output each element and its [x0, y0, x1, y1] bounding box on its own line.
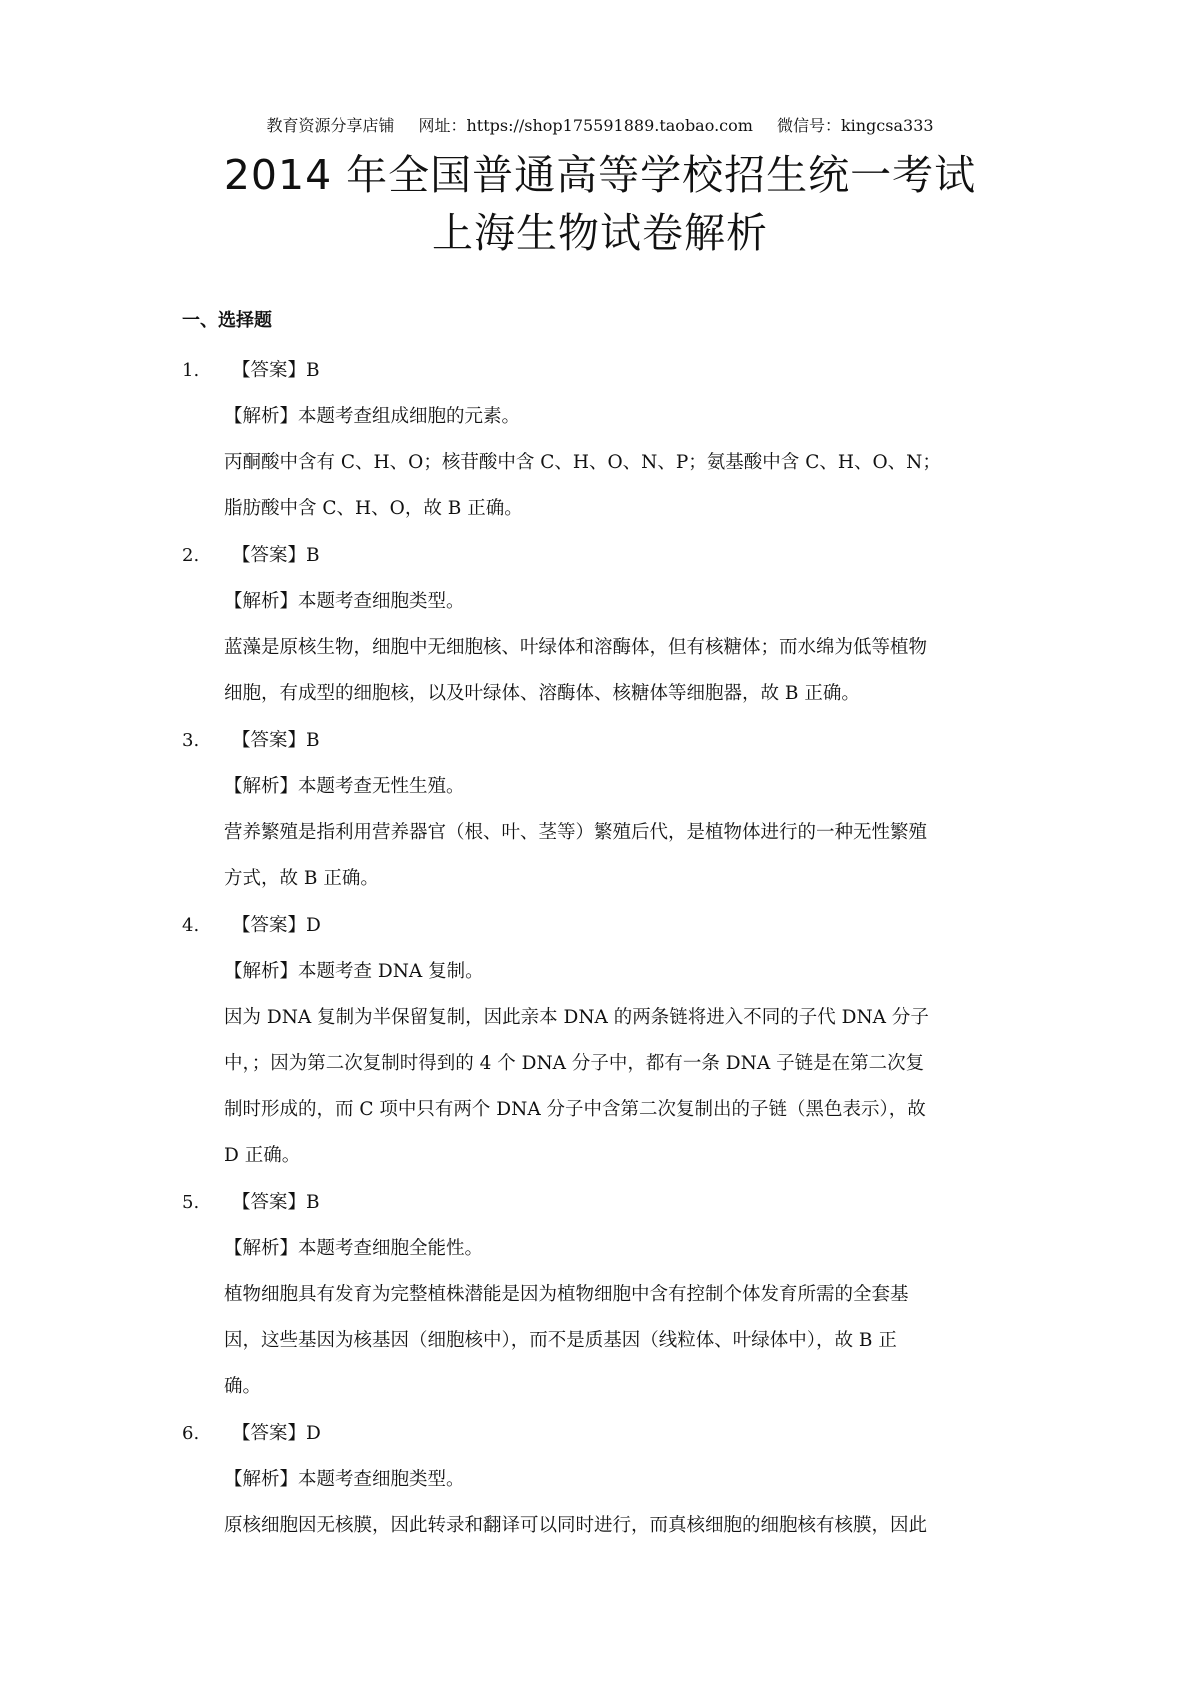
question-4-answer: 【答案】D: [232, 915, 321, 936]
header-wechat: 微信号：kingcsa333: [776, 116, 934, 135]
document-title-line-2: 上海生物试卷解析: [432, 209, 768, 257]
header-shop: 教育资源分享店铺: [266, 116, 395, 135]
question-1-number: 1.: [182, 360, 200, 381]
question-4-number: 4.: [182, 915, 200, 936]
question-3-text-line: 方式，故 B 正确。: [224, 868, 379, 889]
question-1-text-line: 脂肪酸中含 C、H、O，故 B 正确。: [224, 498, 523, 519]
question-6-text-line: 原核细胞因无核膜，因此转录和翻译可以同时进行，而真核细胞的细胞核有核膜，因此: [224, 1515, 928, 1536]
question-3-number: 3.: [182, 730, 200, 751]
question-2-analysis: 【解析】本题考查细胞类型。: [224, 591, 465, 612]
question-5-analysis: 【解析】本题考查细胞全能性。: [224, 1238, 484, 1259]
question-3-analysis: 【解析】本题考查无性生殖。: [224, 776, 465, 797]
question-3-answer: 【答案】B: [232, 730, 320, 751]
question-4-text-line: 中，；因为第二次复制时得到的 4 个 DNA 分子中，都有一条 DNA 子链是在第二次复: [224, 1053, 925, 1074]
question-3-text-line: 营养繁殖是指利用营养器官（根、叶、茎等）繁殖后代，是植物体进行的一种无性繁殖: [224, 822, 928, 843]
document-title-line-1: 2014 年全国普通高等学校招生统一考试: [223, 151, 977, 199]
question-6-number: 6.: [182, 1423, 200, 1444]
question-1-analysis: 【解析】本题考查组成细胞的元素。: [224, 406, 521, 427]
question-6-answer: 【答案】D: [232, 1423, 321, 1444]
question-5-number: 5.: [182, 1192, 200, 1213]
question-5-answer: 【答案】B: [232, 1192, 320, 1213]
question-2-text-line: 细胞，有成型的细胞核，以及叶绿体、溶酶体、核糖体等细胞器，故 B 正确。: [224, 683, 860, 704]
page-header: [0, 114, 1200, 138]
question-5-text-line: 植物细胞具有发育为完整植株潜能是因为植物细胞中含有控制个体发育所需的全套基: [224, 1284, 909, 1305]
question-1-answer: 【答案】B: [232, 360, 320, 381]
question-4-analysis: 【解析】本题考查 DNA 复制。: [224, 961, 484, 982]
question-4-text-line: 制时形成的，而 C 项中只有两个 DNA 分子中含第二次复制出的子链（黑色表示），故: [224, 1099, 926, 1120]
header-website: 网址：https://shop175591889.taobao.com: [418, 116, 753, 135]
question-4-text-line: D 正确。: [224, 1145, 301, 1166]
question-2-answer: 【答案】B: [232, 545, 320, 566]
question-6-analysis: 【解析】本题考查细胞类型。: [224, 1469, 465, 1490]
question-2-text-line: 蓝藻是原核生物，细胞中无细胞核、叶绿体和溶酶体，但有核糖体；而水绵为低等植物: [224, 637, 928, 658]
question-5-text-line: 确。: [224, 1376, 262, 1397]
question-1-text-line: 丙酮酸中含有 C、H、O；核苷酸中含 C、H、O、N、P；氨基酸中含 C、H、O、N；: [224, 452, 941, 473]
question-5-text-line: 因，这些基因为核基因（细胞核中），而不是质基因（线粒体、叶绿体中），故 B 正: [224, 1330, 897, 1351]
question-2-number: 2.: [182, 545, 200, 566]
question-4-text-line: 因为 DNA 复制为半保留复制，因此亲本 DNA 的两条链将进入不同的子代 DNA 分子: [224, 1007, 929, 1028]
section-heading: 一、选择题: [182, 310, 272, 331]
